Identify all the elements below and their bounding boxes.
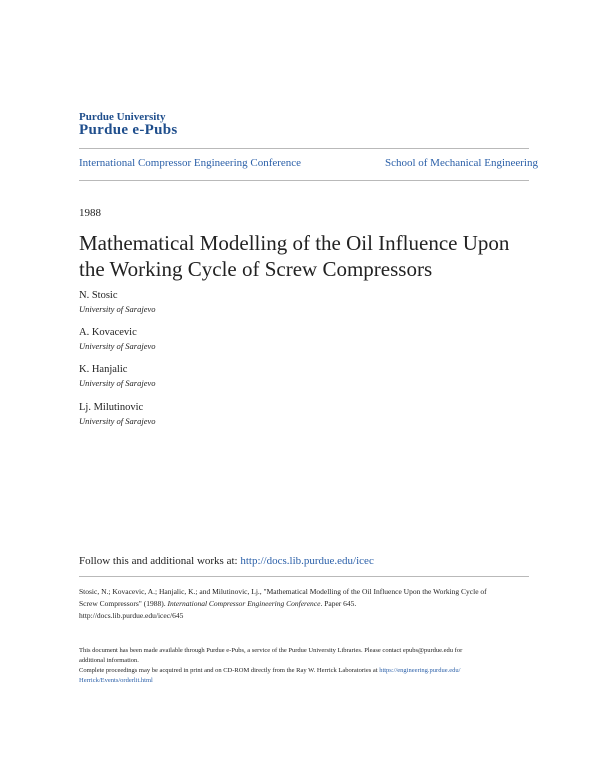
herrick-link[interactable]: https://engineering.purdue.edu/ bbox=[379, 667, 461, 674]
footer-notice: additional information. bbox=[79, 657, 139, 664]
footer-notice: This document has been made available through Purdue e-Pubs, a service of the Purdue University Libraries. Please contact epubs@purdue.edu for bbox=[79, 647, 463, 654]
paper-title: Mathematical Modelling of the Oil Influence Upon the Working Cycle of Screw Compressors bbox=[79, 231, 510, 281]
herrick-link-cont[interactable]: Herrick/Events/orderlit.html bbox=[79, 677, 153, 684]
citation-line: Stosic, N.; Kovacevic, A.; Hanjalic, K.; and Milutinovic, Lj., "Mathematical Modelling of the Oil Influence Upon the Working Cycle of bbox=[79, 587, 487, 596]
author-affiliation: University of Sarajevo bbox=[79, 416, 156, 426]
author-name: A. Kovacevic bbox=[79, 327, 137, 338]
institution-name: Purdue University bbox=[79, 111, 166, 123]
citation-conference: International Compressor Engineering Conference bbox=[167, 599, 321, 608]
repository-name: Purdue e-Pubs bbox=[79, 122, 178, 138]
author-affiliation: University of Sarajevo bbox=[79, 341, 156, 351]
author-name: K. Hanjalic bbox=[79, 364, 128, 375]
citation-rule bbox=[79, 576, 529, 577]
author-affiliation: University of Sarajevo bbox=[79, 304, 156, 314]
follow-label: Follow this and additional works at: bbox=[79, 555, 241, 567]
bottom-rule bbox=[79, 180, 529, 181]
footer-notice bbox=[79, 676, 529, 686]
top-rule bbox=[79, 148, 529, 149]
citation-block bbox=[79, 586, 524, 622]
follow-line bbox=[79, 555, 374, 567]
school-link[interactable]: School of Mechanical Engineering bbox=[384, 157, 538, 169]
follow-link[interactable]: http://docs.lib.purdue.edu/icec bbox=[240, 555, 374, 567]
footer-notice: Complete proceedings may be acquired in print and on CD-ROM directly from the Ray W. Herrick Laboratories at https://engineering.purdue.edu/ bbox=[79, 667, 461, 674]
author-name: N. Stosic bbox=[79, 290, 118, 301]
paper-year: 1988 bbox=[79, 207, 101, 219]
conference-link[interactable]: International Compressor Engineering Conference bbox=[79, 157, 302, 169]
author-affiliation: University of Sarajevo bbox=[79, 378, 156, 388]
citation-line: Screw Compressors" (1988). International Compressor Engineering Conference. Paper 645. bbox=[79, 599, 357, 608]
citation-url[interactable]: http://docs.lib.purdue.edu/icec/645 bbox=[79, 611, 184, 620]
author-name: Lj. Milutinovic bbox=[79, 402, 144, 413]
